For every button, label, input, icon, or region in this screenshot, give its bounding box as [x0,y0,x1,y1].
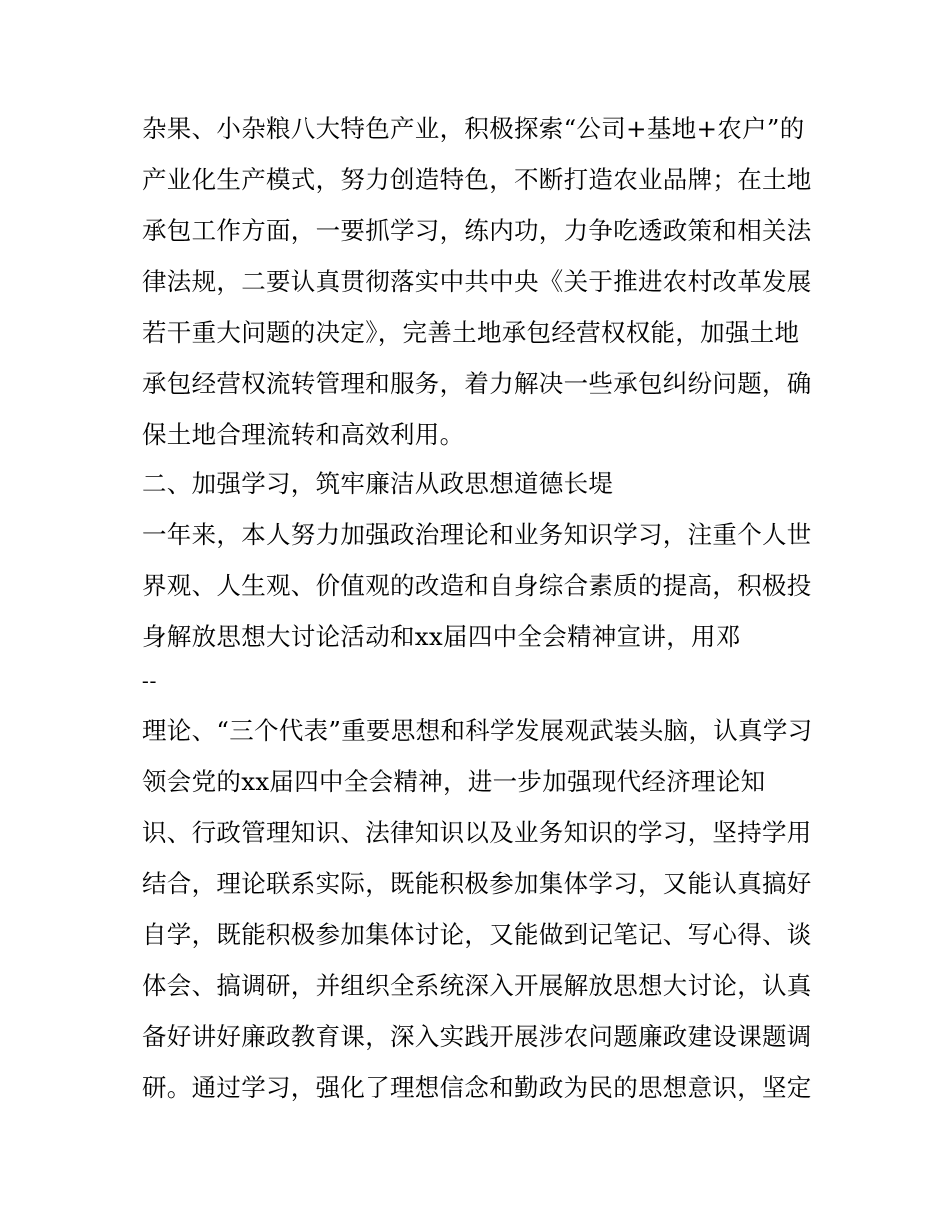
text-line: 若干重大问题的决定》，完善土地承包经营权权能，加强土地 [142,318,800,347]
text-line: 承包工作方面，一要抓学习，练内功，力争吃透政策和相关法 [142,216,812,245]
text-line: 一年来，本人努力加强政治理论和业务知识学习，注重个人世 [142,520,812,549]
page-separator: -- [142,670,158,692]
text-line: 产业化生产模式，努力创造特色，不断打造农业品牌；在土地 [142,165,812,194]
text-line: 研。通过学习，强化了理想信念和勤政为民的思想意识，坚定 [142,1073,812,1102]
text-line: 理论、“三个代表”重要思想和科学发展观武装头脑，认真学习 [142,716,813,745]
text-line: 杂果、小杂粮八大特色产业，积极探索“公司+基地+农户”的 [142,114,805,143]
text-line: 识、行政管理知识、法律知识以及业务知识的学习，坚持学用 [142,818,812,847]
text-line: 结合，理论联系实际，既能积极参加集体学习，又能认真搞好 [142,869,812,898]
text-line: 备好讲好廉政教育课，深入实践开展涉农问题廉政建设课题调 [142,1022,812,1051]
text-line: 界观、人生观、价值观的改造和自身综合素质的提高，积极投 [142,571,812,600]
text-line: 身解放思想大讨论活动和xx届四中全会精神宣讲，用邓 [142,622,741,651]
text-line: 律法规，二要认真贯彻落实中共中央《关于推进农村改革发展 [142,267,812,296]
text-line: 领会党的xx届四中全会精神，进一步加强现代经济理论知 [142,767,766,796]
section-heading: 二、加强学习，筑牢廉洁从政思想道德长堤 [142,469,614,498]
text-line: 承包经营权流转管理和服务，着力解决一些承包纠纷问题，确 [142,369,812,398]
text-line: 体会、搞调研，并组织全系统深入开展解放思想大讨论，认真 [142,971,812,1000]
text-line: 自学，既能积极参加集体讨论，又能做到记笔记、写心得、谈 [142,920,812,949]
text-line: 保土地合理流转和高效利用。 [142,420,465,449]
